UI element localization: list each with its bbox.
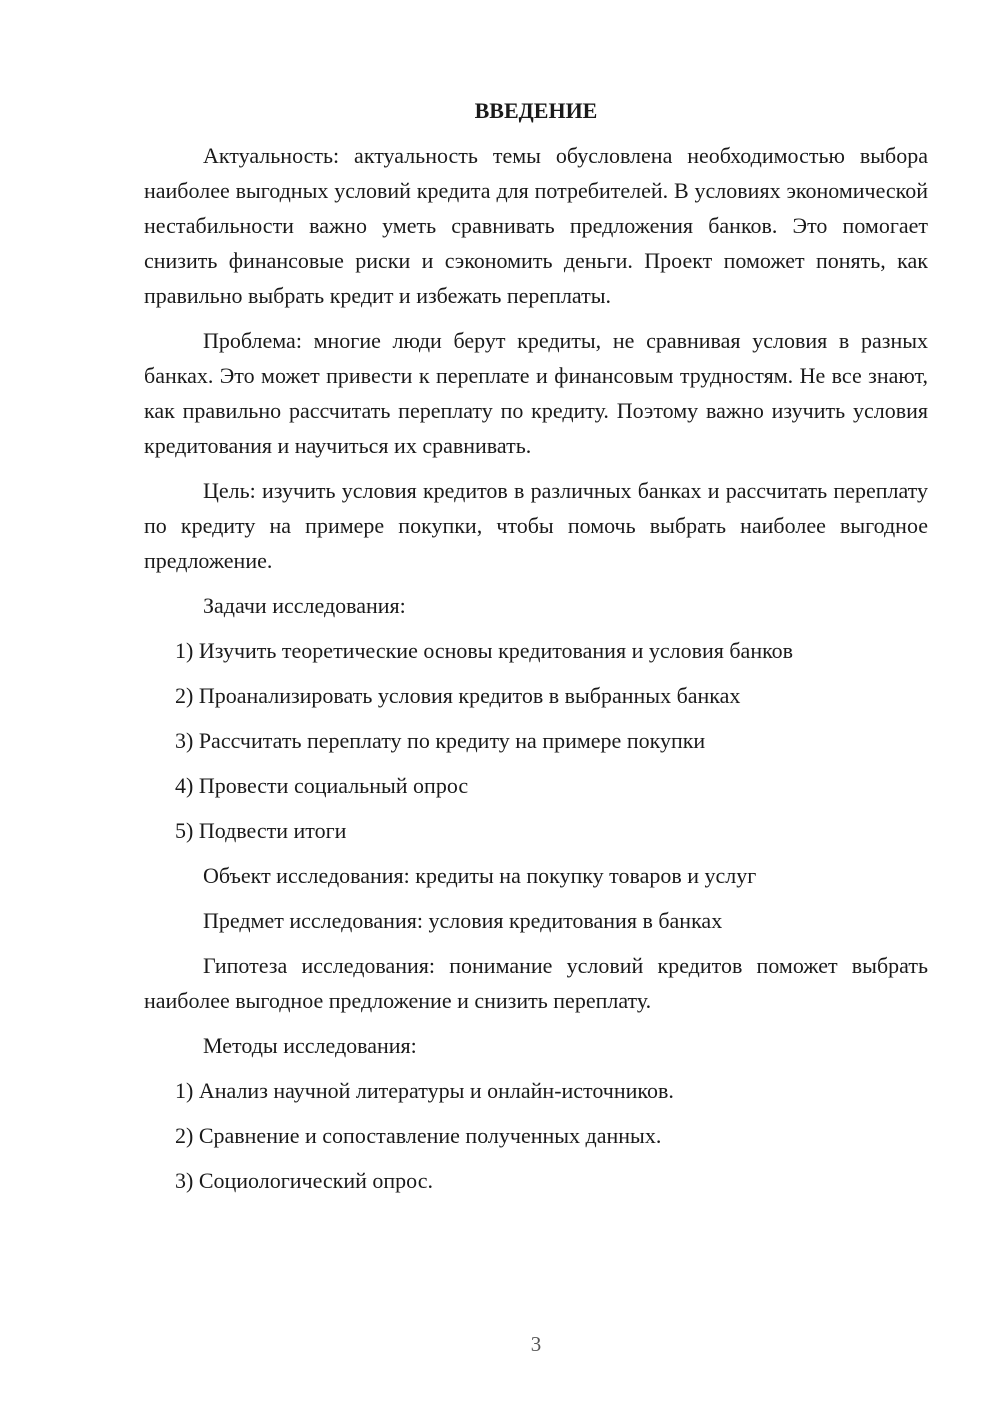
subject-line: Предмет исследования: условия кредитования в банках: [203, 908, 723, 933]
methods-heading: Методы исследования:: [203, 1033, 417, 1058]
page-number: 3: [530, 1332, 542, 1356]
method-item: 1) Анализ научной литературы и онлайн-источников.: [175, 1078, 674, 1103]
task-item: 1) Изучить теоретические основы кредитования и условия банков: [175, 638, 794, 663]
object-line: Объект исследования: кредиты на покупку товаров и услуг: [203, 863, 757, 888]
methods-list: [144, 1073, 928, 1198]
tasks-list: [144, 633, 928, 848]
method-item: 3) Социологический опрос.: [175, 1168, 433, 1193]
goal-paragraph: Цель: изучить условия кредитов в различных банках и рассчитать переплату по кредиту на примере покупки, чтобы помочь выбрать наиболее выгодное предложение.: [144, 478, 928, 573]
problem-paragraph: Проблема: многие люди берут кредиты, не сравнивая условия в разных банках. Это может привести к переплате и финансовым трудностям. Не все знают, как правильно рассчитать переплату по кредиту. Поэтому важно изучить условия кредитования и научиться их сравнивать.: [144, 328, 928, 458]
task-item: 5) Подвести итоги: [175, 818, 347, 843]
page-content: [144, 96, 928, 1208]
section-title: ВВЕДЕНИЕ: [474, 98, 598, 123]
method-item: 2) Сравнение и сопоставление полученных данных.: [175, 1123, 662, 1148]
task-item: 2) Проанализировать условия кредитов в выбранных банках: [175, 683, 741, 708]
task-item: 4) Провести социальный опрос: [175, 773, 469, 798]
tasks-heading: Задачи исследования:: [203, 593, 406, 618]
hypothesis-paragraph: Гипотеза исследования: понимание условий кредитов поможет выбрать наиболее выгодное предложение и снизить переплату.: [144, 953, 928, 1013]
task-item: 3) Рассчитать переплату по кредиту на примере покупки: [175, 728, 706, 753]
relevance-paragraph: Актуальность: актуальность темы обусловлена необходимостью выбора наиболее выгодных условий кредита для потребителей. В условиях экономической нестабильности важно уметь сравнивать предложения банков. Это помогает снизить финансовые риски и сэкономить деньги. Проект поможет понять, как правильно выбрать кредит и избежать переплаты.: [144, 143, 928, 308]
